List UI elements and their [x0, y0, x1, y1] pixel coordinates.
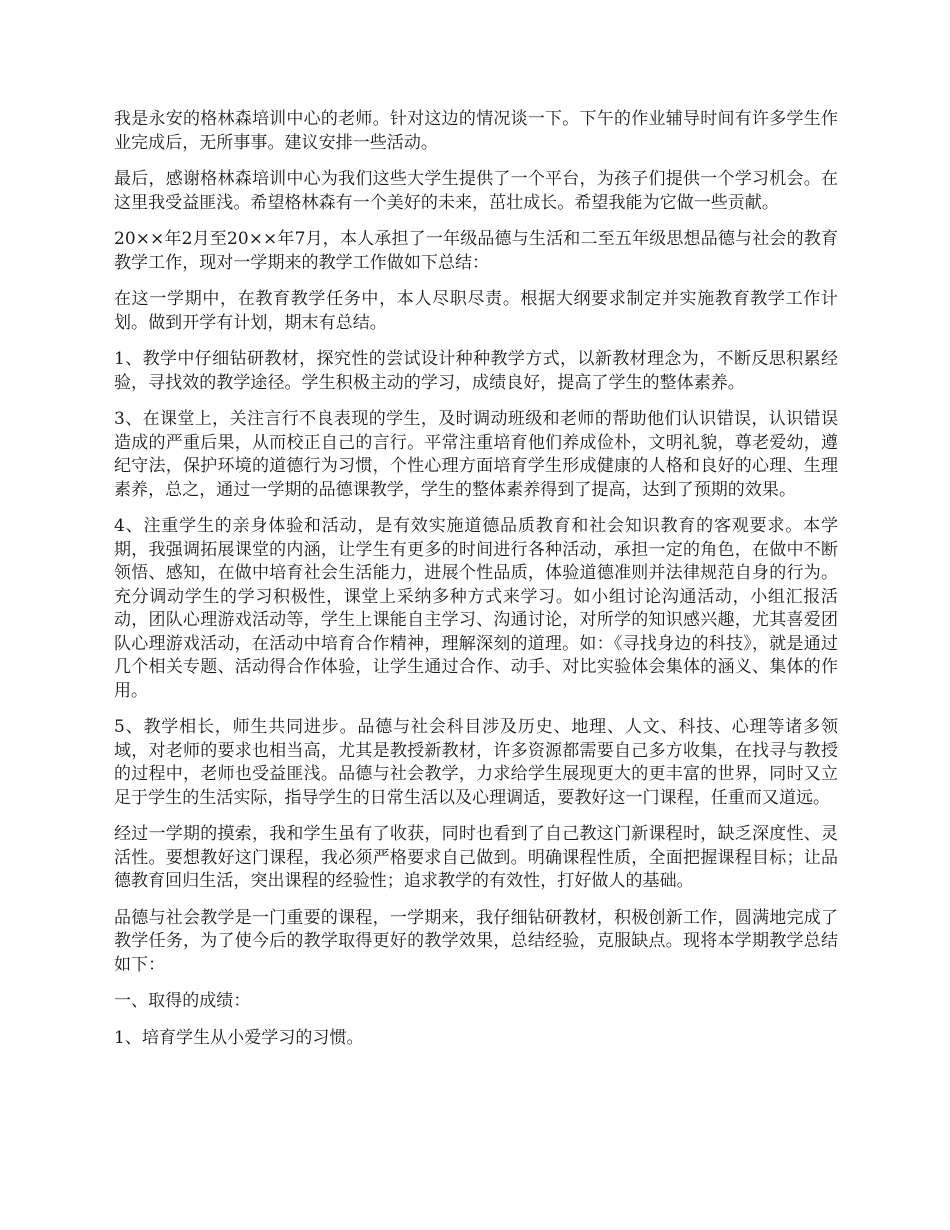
paragraph-achievement-1: 1、培育学生从小爱学习的习惯。	[114, 1027, 364, 1048]
paragraph-item-5: 5、教学相长，师生共同进步。品德与社会科目涉及历史、地理、人文、科技、心理等诸多领域，对老师的要求也相当高，尤其是教授新教材，许多资源都需要自己多方收集，在找寻与教授的过程中，老师也受益匪浅。品德与社会教学，力求给学生展现更大的更丰富的世界，同时又立足于学生的生活实际，指导学生的日常生活以及心理调适，要教好这一门课程，任重而又道远。	[114, 717, 838, 808]
document-body	[114, 108, 838, 1050]
paragraph-thanks: 最后，感谢格林森培训中心为我们这些大学生提供了一个平台，为孩子们提供一个学习机会。在这里我受益匪浅。希望格林森有一个美好的未来，茁壮成长。希望我能为它做一些贡献。	[114, 169, 838, 213]
paragraph-intro-teacher: 我是永安的格林森培训中心的老师。针对这边的情况谈一下。下午的作业辅导时间有许多学生作业完成后，无所事事。建议安排一些活动。	[114, 109, 838, 153]
section-heading-achievements: 一、取得的成绩：	[114, 991, 251, 1011]
paragraph-item-1: 1、教学中仔细钻研教材，探究性的尝试设计种种教学方式，以新教材理念为，不断反思积累经验，寻找效的教学途径。学生积极主动的学习，成绩良好，提高了学生的整体素养。	[114, 349, 838, 393]
paragraph-item-3: 3、在课堂上，关注言行不良表现的学生，及时调动班级和老师的帮助他们认识错误，认识错误造成的严重后果，从而校正自己的言行。平常注重培育他们养成俭朴，文明礼貌，尊老爱幼，遵纪守法，保护环境的道德行为习惯，个性心理方面培育学生形成健康的人格和良好的心理、生理素养，总之，通过一学期的品德课教学，学生的整体素养得到了提高，达到了预期的效果。	[114, 409, 838, 500]
paragraph-reflection: 经过一学期的摸索，我和学生虽有了收获，同时也看到了自己教这门新课程时，缺乏深度性、灵活性。要想教好这门课程，我必须严格要求自己做到。明确课程性质，全面把握课程目标；让品德教育回归生活，突出课程的经验性；追求教学的有效性，打好做人的基础。	[114, 824, 838, 891]
paragraph-item-4: 4、注重学生的亲身体验和活动，是有效实施道德品质教育和社会知识教育的客观要求。本学期，我强调拓展课堂的内涵，让学生有更多的时间进行各种活动，承担一定的角色，在做中不断领悟、感知，在做中培育社会生活能力，进展个性品质，体验道德准则并法律规范自身的行为。充分调动学生的学习积极性，课堂上采纳多种方式来学习。如小组讨论沟通活动，小组汇报活动，团队心理游戏活动等，学生上课能自主学习、沟通讨论，对所学的知识感兴趣，尤其喜爱团队心理游戏活动，在活动中培育合作精神，理解深刻的道理。如：《寻找身边的科技》，就是通过几个相关专题、活动得合作体验，让学生通过合作、动手、对比实验体会集体的涵义、集体的作用。	[114, 516, 838, 701]
paragraph-duties: 在这一学期中，在教育教学任务中，本人尽职尽责。根据大纲要求制定并实施教育教学工作计划。做到开学有计划，期末有总结。	[114, 289, 838, 333]
paragraph-summary-intro: 品德与社会教学是一门重要的课程，一学期来，我仔细钻研教材，积极创新工作，圆满地完成了教学任务，为了使今后的教学取得更好的教学效果，总结经验，克服缺点。现将本学期教学总结如下：	[114, 907, 838, 975]
paragraph-semester-scope: 20××年2月至20××年7月，本人承担了一年级品德与生活和二至五年级思想品德与社会的教育教学工作，现对一学期来的教学工作做如下总结：	[114, 229, 838, 273]
